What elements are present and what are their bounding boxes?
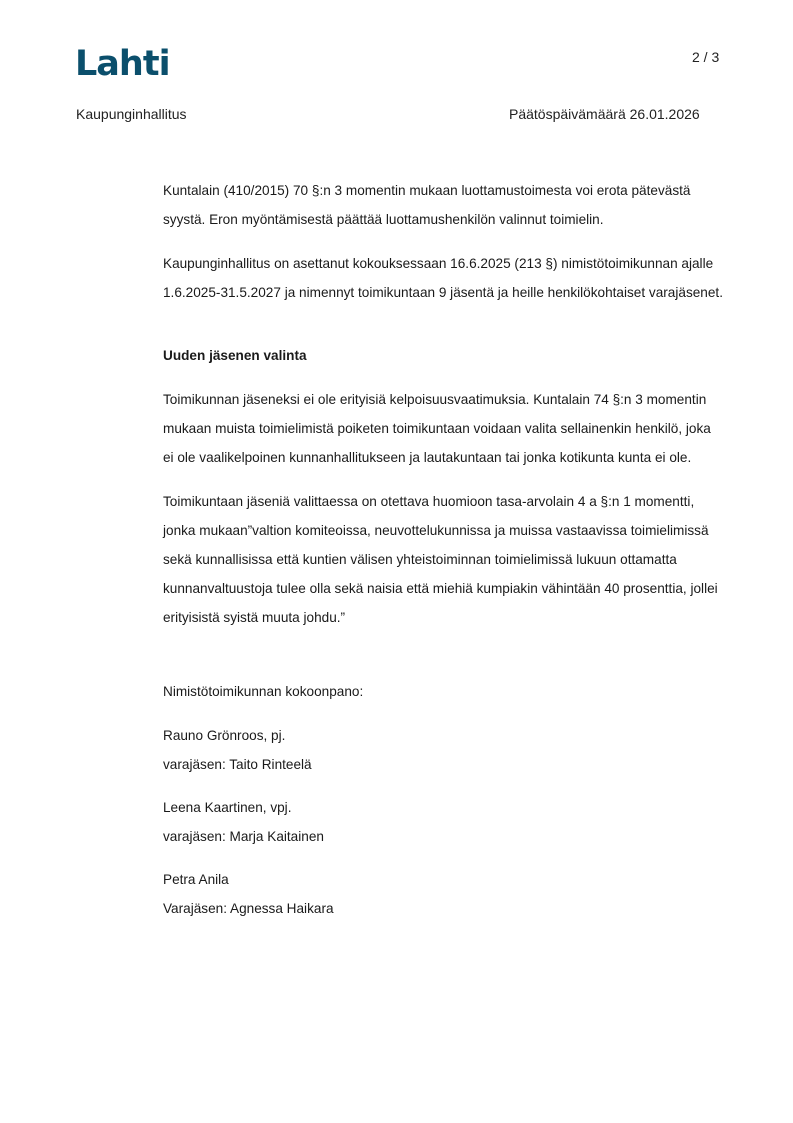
deputy-name: Varajäsen: Agnessa Haikara xyxy=(163,901,334,916)
member-entry xyxy=(163,793,723,851)
member-name: Rauno Grönroos, pj. xyxy=(163,728,286,743)
document-body xyxy=(163,176,723,937)
deputy-name: varajäsen: Marja Kaitainen xyxy=(163,829,324,844)
paragraph-resignation-law: Kuntalain (410/2015) 70 §:n 3 momentin mukaan luottamustoimesta voi erota pätevästä syystä. Eron myöntämisestä päättää luottamushenkilön valinnut toimielin. xyxy=(163,183,691,227)
member-entry xyxy=(163,865,723,923)
lahti-logo: Lahti xyxy=(75,44,170,84)
paragraph-eligibility: Toimikunnan jäseneksi ei ole erityisiä kelpoisuusvaatimuksia. Kuntalain 74 §:n 3 momentin mukaan muista toimielimistä poiketen toimikuntaan voidaan valita sellainenkin henkilö, joka ei ole vaalikelpoinen kunnanhallitukseen ja lautakuntaan tai jonka kotikunta kunta ei ole. xyxy=(163,392,711,465)
member-name: Leena Kaartinen, vpj. xyxy=(163,800,292,815)
paragraph-committee-setup: Kaupunginhallitus on asettanut kokouksessaan 16.6.2025 (213 §) nimistötoimikunnan ajalle 1.6.2025-31.5.2027 ja nimennyt toimikuntaan 9 jäsentä ja heille henkilökohtaiset varajäsenet. xyxy=(163,256,723,300)
composition-title: Nimistötoimikunnan kokoonpano: xyxy=(163,684,364,699)
deputy-name: varajäsen: Taito Rinteelä xyxy=(163,757,312,772)
decision-date: Päätöspäivämäärä 26.01.2026 xyxy=(509,106,700,122)
paragraph-equality-law: Toimikuntaan jäseniä valittaessa on otettava huomioon tasa-arvolain 4 a §:n 1 momentti, jonka mukaan”valtion komiteoissa, neuvottelukunnissa ja muissa vastaavissa toimielimissä sekä kunnallisissa että kuntien välisen yhteistoiminnan toimielimissä lukuun ottamatta kunnanvaltuustoja tulee olla sekä naisia että miehiä kumpiakin vähintään 40 prosenttia, jollei erityisistä syistä muuta johdu.” xyxy=(163,494,718,625)
section-heading: Uuden jäsenen valinta xyxy=(163,348,307,363)
organization-name: Kaupunginhallitus xyxy=(76,106,187,122)
page-number: 2 / 3 xyxy=(692,49,720,65)
member-entry xyxy=(163,721,723,779)
member-name: Petra Anila xyxy=(163,872,229,887)
